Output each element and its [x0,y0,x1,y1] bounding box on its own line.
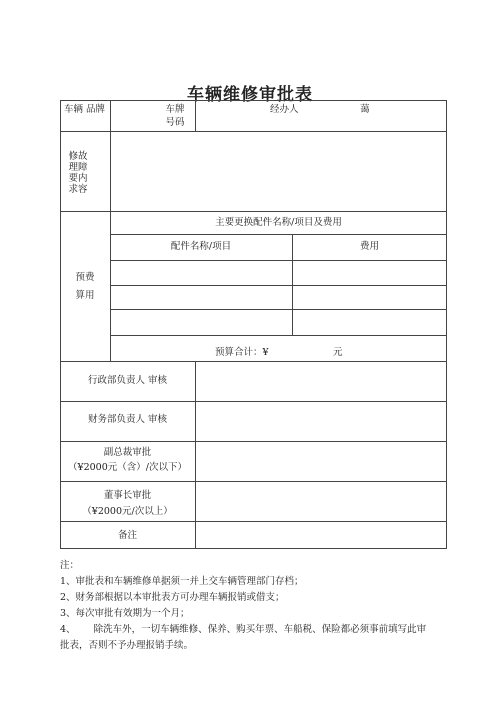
chairman-approval-condition: （¥2000元/次以上） [82,506,173,517]
budget-label-line2: 算用 [75,290,95,301]
finance-review-label: 财务部负责人 审核 [87,414,168,425]
budget-total-field[interactable] [270,344,330,358]
note-item: 2、财务部根据以本审批表方可办理车辆报销或借支； [60,592,285,603]
vp-approval-field[interactable] [196,442,446,480]
notes-section [60,558,450,654]
repair-reason-label: 修故理障要内求容 [68,151,88,195]
admin-review-label: 行政部负责人 审核 [87,375,168,386]
budget-total-label: 预算合计：¥ [215,347,269,358]
handler-label: 经办人 [270,104,299,115]
part-row-1-name[interactable] [111,261,291,284]
vehicle-brand-label: 车辆 品牌 [64,104,106,115]
col-cost: 费用 [359,241,379,252]
notes-heading: 注： [60,560,80,571]
part-row-2-cost[interactable] [293,286,446,308]
admin-review-field[interactable] [196,362,446,400]
note-item: 1、审批表和车辆维修单据须一并上交车辆管理部门存档； [60,576,304,587]
plate-label-line2: 号码 [165,117,185,128]
vp-approval-label: 副总裁审批 [103,447,152,458]
part-row-3-cost[interactable] [293,310,446,334]
chairman-approval-field[interactable] [196,482,446,520]
remarks-field[interactable] [196,522,446,548]
handler-value[interactable]: 蔼 [360,104,370,115]
note-item: 4、 除洗车外，一切车辆维修、保养、购买年票、车船税、保险都必须事前填写此审 [60,624,427,635]
part-row-2-name[interactable] [111,286,291,308]
repair-reason-field[interactable] [111,132,446,210]
budget-total-unit: 元 [333,347,343,358]
chairman-approval-label: 董事长审批 [103,490,152,501]
col-part-name: 配件名称/项目 [170,241,232,252]
remarks-label: 备注 [117,530,137,541]
plate-label-line1: 车牌 [165,104,185,115]
budget-label-line1: 预费 [75,272,95,283]
parts-section-header: 主要更换配件名称/项目及费用 [215,217,342,228]
note-item: 批表，否则不予办理报销手续。 [60,640,194,651]
finance-review-field[interactable] [196,402,446,440]
form-title: 车辆维修审批表 [187,85,313,105]
part-row-1-cost[interactable] [293,261,446,284]
part-row-3-name[interactable] [111,310,291,334]
vp-approval-condition: （¥2000元（含）/次以下） [68,462,187,473]
note-item: 3、每次审批有效期为一个月； [60,608,190,619]
